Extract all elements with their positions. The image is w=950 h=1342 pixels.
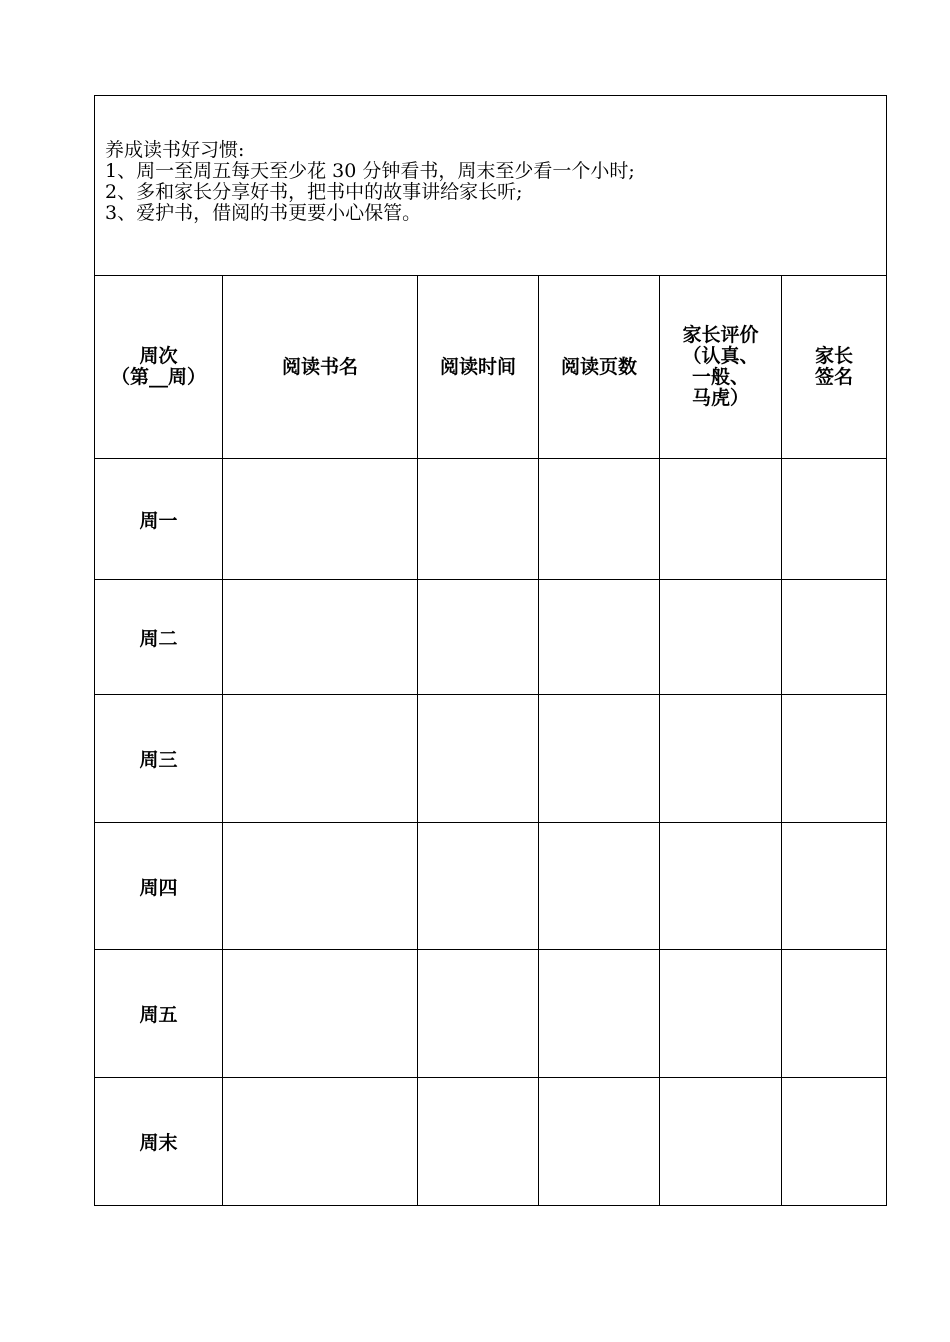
cell-parent-eval[interactable] (660, 459, 782, 580)
intro-item: 1、周一至周五每天至少花 30 分钟看书，周末至少看一个小时; (105, 160, 635, 182)
intro-cell (95, 96, 887, 276)
cell-parent-sign[interactable] (782, 580, 887, 695)
cell-reading-time[interactable] (418, 823, 539, 950)
header-week-number: （第__周） (110, 366, 206, 388)
table-row (95, 950, 887, 1078)
row-label-day: 周二 (95, 580, 223, 695)
table-row (95, 580, 887, 695)
cell-parent-sign[interactable] (782, 950, 887, 1078)
row-label-day: 周末 (95, 1078, 223, 1206)
table-row (95, 823, 887, 950)
cell-reading-time[interactable] (418, 695, 539, 823)
row-label-day: 周一 (95, 459, 223, 580)
cell-pages[interactable] (539, 459, 660, 580)
cell-parent-sign[interactable] (782, 695, 887, 823)
cell-parent-eval[interactable] (660, 695, 782, 823)
cell-book-name[interactable] (223, 459, 418, 580)
table-row (95, 459, 887, 580)
row-label-day: 周四 (95, 823, 223, 950)
cell-book-name[interactable] (223, 580, 418, 695)
header-week-label: 周次 (139, 345, 178, 367)
intro-title: 养成读书好习惯: (105, 139, 245, 161)
cell-parent-sign[interactable] (782, 1078, 887, 1206)
header-week (95, 276, 223, 459)
header-parent-eval-line: （认真、 (682, 345, 759, 367)
table-row (95, 1078, 887, 1206)
cell-book-name[interactable] (223, 1078, 418, 1206)
intro-item: 3、爱护书，借阅的书更要小心保管。 (105, 202, 422, 224)
cell-book-name[interactable] (223, 950, 418, 1078)
cell-parent-eval[interactable] (660, 1078, 782, 1206)
cell-pages[interactable] (539, 580, 660, 695)
row-label-day: 周五 (95, 950, 223, 1078)
cell-parent-sign[interactable] (782, 459, 887, 580)
row-label-day: 周三 (95, 695, 223, 823)
cell-parent-eval[interactable] (660, 580, 782, 695)
cell-reading-time[interactable] (418, 459, 539, 580)
header-parent-sign (782, 276, 887, 459)
table-row (95, 695, 887, 823)
cell-reading-time[interactable] (418, 950, 539, 1078)
cell-parent-eval[interactable] (660, 950, 782, 1078)
cell-parent-eval[interactable] (660, 823, 782, 950)
cell-reading-time[interactable] (418, 580, 539, 695)
cell-pages[interactable] (539, 823, 660, 950)
cell-pages[interactable] (539, 1078, 660, 1206)
header-parent-eval-line: 家长评价 (682, 324, 759, 346)
cell-book-name[interactable] (223, 823, 418, 950)
cell-parent-sign[interactable] (782, 823, 887, 950)
cell-pages[interactable] (539, 950, 660, 1078)
header-parent-sign-line: 家长 (814, 345, 853, 367)
header-parent-eval (660, 276, 782, 459)
header-pages: 阅读页数 (539, 276, 660, 459)
intro-item: 2、多和家长分享好书，把书中的故事讲给家长听; (105, 181, 523, 203)
cell-pages[interactable] (539, 695, 660, 823)
cell-book-name[interactable] (223, 695, 418, 823)
header-parent-eval-line: 马虎） (691, 387, 749, 409)
reading-habits-text (95, 96, 886, 224)
header-parent-eval-line: 一般、 (691, 366, 749, 388)
reading-log-table (94, 95, 887, 1206)
header-parent-sign-line: 签名 (814, 366, 853, 388)
header-book-name: 阅读书名 (223, 276, 418, 459)
cell-reading-time[interactable] (418, 1078, 539, 1206)
header-reading-time: 阅读时间 (418, 276, 539, 459)
